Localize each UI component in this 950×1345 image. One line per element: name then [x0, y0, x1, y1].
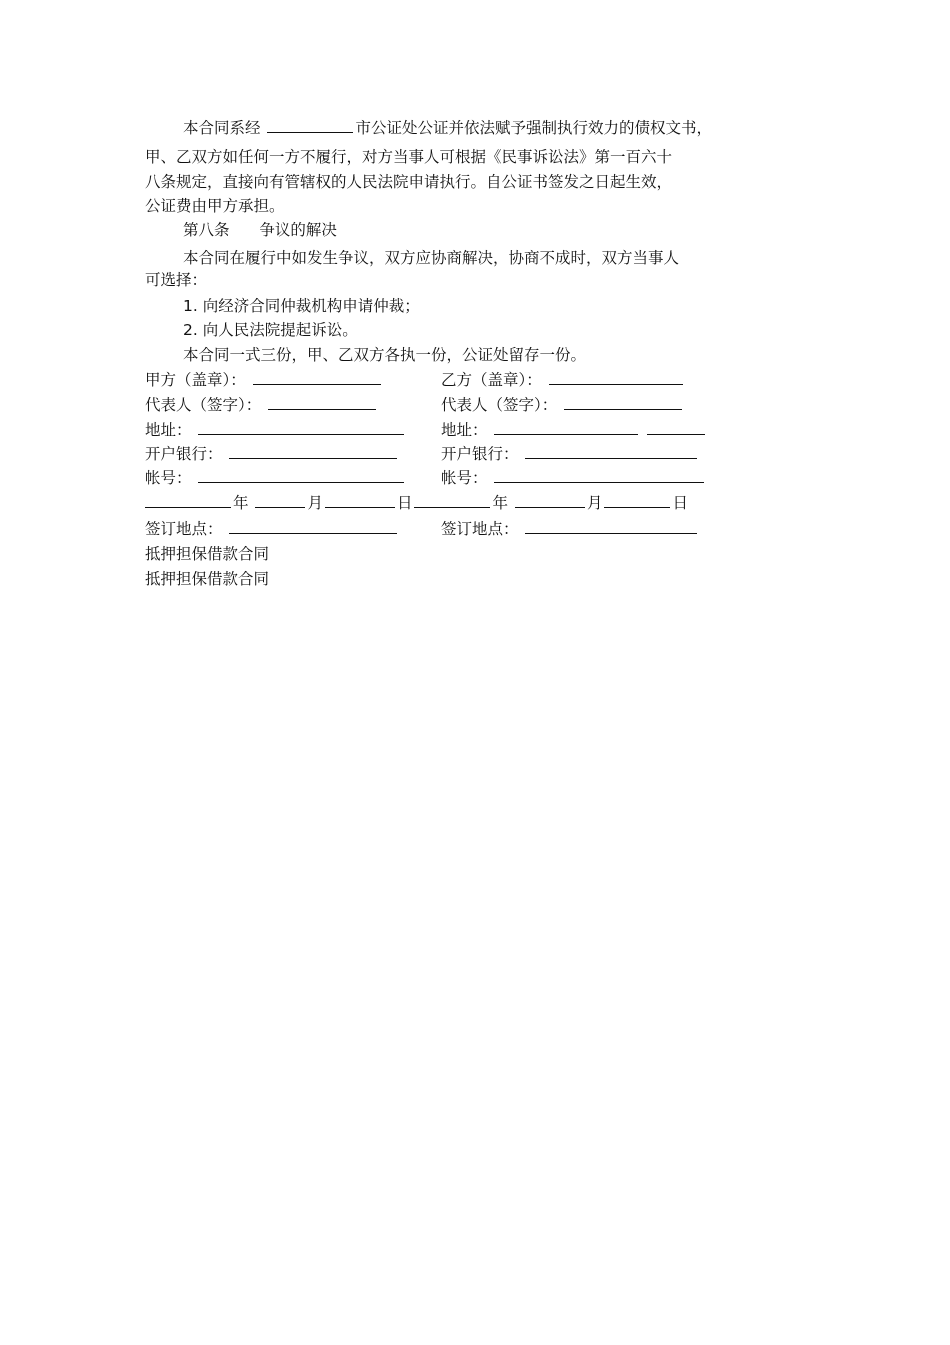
bank-a-label: 开户银行： — [145, 445, 223, 463]
article8-body-line1: 本合同在履行中如发生争议，双方应协商解决，协商不成时，双方当事人 — [183, 249, 680, 267]
rep-b-blank — [564, 395, 682, 410]
acct-b-row — [441, 468, 706, 488]
acct-a-row — [145, 468, 406, 488]
article8-heading — [183, 220, 337, 240]
rep-a-blank — [268, 395, 376, 410]
place-b-blank — [525, 519, 697, 534]
date-row — [145, 493, 688, 513]
day-a-blank — [325, 493, 395, 508]
month-a-blank — [255, 493, 305, 508]
addr-a-blank — [198, 420, 404, 435]
party-a-seal-label: 甲方（盖章）： — [145, 371, 246, 389]
para1-line4: 公证费由甲方承担。 — [145, 197, 285, 215]
bank-b-label: 开户银行： — [441, 445, 519, 463]
option-2-text: 向人民法院提起诉讼。 — [202, 321, 358, 339]
place-b-row — [441, 519, 699, 539]
day-b-label: 日 — [672, 494, 688, 512]
party-a-seal-blank — [253, 370, 381, 385]
rep-a-label: 代表人（签字）： — [145, 396, 262, 414]
bank-a-row — [145, 444, 399, 464]
article8-number: 第八条 — [183, 221, 230, 239]
day-a-label: 日 — [396, 494, 413, 512]
acct-b-blank — [494, 468, 704, 483]
option-1-text: 向经济合同仲裁机构申请仲裁； — [202, 297, 420, 315]
place-a-blank — [229, 519, 397, 534]
month-a-label: 月 — [307, 494, 323, 512]
addr-b-blank-1 — [494, 420, 638, 435]
option-2 — [183, 320, 358, 340]
addr-b-label: 地址： — [441, 421, 488, 439]
acct-a-blank — [198, 468, 404, 483]
place-a-row — [145, 519, 399, 539]
para1-line3: 八条规定，直接向有管辖权的人民法院申请执行。自公证书签发之日起生效， — [145, 173, 673, 191]
addr-b-row — [441, 420, 707, 440]
para1-line2: 甲、乙双方如任何一方不履行，对方当事人可根据《民事诉讼法》第一百六十 — [145, 148, 673, 166]
year-b-label: 年 — [492, 494, 508, 512]
option-1-number: 1. — [183, 297, 198, 315]
addr-a-row — [145, 420, 406, 440]
acct-a-label: 帐号： — [145, 469, 192, 487]
contract-title-2: 抵押担保借款合同 — [145, 570, 270, 588]
bank-b-row — [441, 444, 699, 464]
copies-statement: 本合同一式三份，甲、乙双方各执一份，公证处留存一份。 — [183, 346, 587, 364]
contract-title-1: 抵押担保借款合同 — [145, 545, 270, 563]
article8-title: 争议的解决 — [259, 221, 337, 239]
place-a-label: 签订地点： — [145, 520, 223, 538]
notary-city-blank — [267, 118, 353, 133]
year-a-blank — [145, 493, 231, 508]
party-a-seal-row — [145, 370, 383, 390]
party-b-seal-row — [441, 370, 685, 390]
addr-b-blank-2 — [647, 420, 705, 435]
party-b-seal-blank — [549, 370, 683, 385]
rep-b-row — [441, 395, 684, 415]
option-2-number: 2. — [183, 321, 198, 339]
option-1 — [183, 296, 420, 316]
para1-line1 — [183, 118, 712, 138]
month-b-blank — [515, 493, 585, 508]
year-b-blank — [414, 493, 490, 508]
month-b-label: 月 — [586, 494, 603, 512]
rep-b-label: 代表人（签字）： — [441, 396, 558, 414]
para1-line1-b: 市公证处公证并依法赋予强制执行效力的债权文书， — [355, 119, 712, 137]
place-b-label: 签订地点： — [441, 520, 519, 538]
year-a-label: 年 — [233, 494, 249, 512]
rep-a-row — [145, 395, 378, 415]
bank-a-blank — [229, 444, 397, 459]
article8-body-line2: 可选择： — [145, 271, 208, 289]
bank-b-blank — [525, 444, 697, 459]
party-b-seal-label: 乙方（盖章）： — [441, 371, 542, 389]
day-b-blank — [604, 493, 670, 508]
addr-a-label: 地址： — [145, 421, 192, 439]
para1-line1-a: 本合同系经 — [183, 119, 261, 137]
acct-b-label: 帐号： — [441, 469, 488, 487]
